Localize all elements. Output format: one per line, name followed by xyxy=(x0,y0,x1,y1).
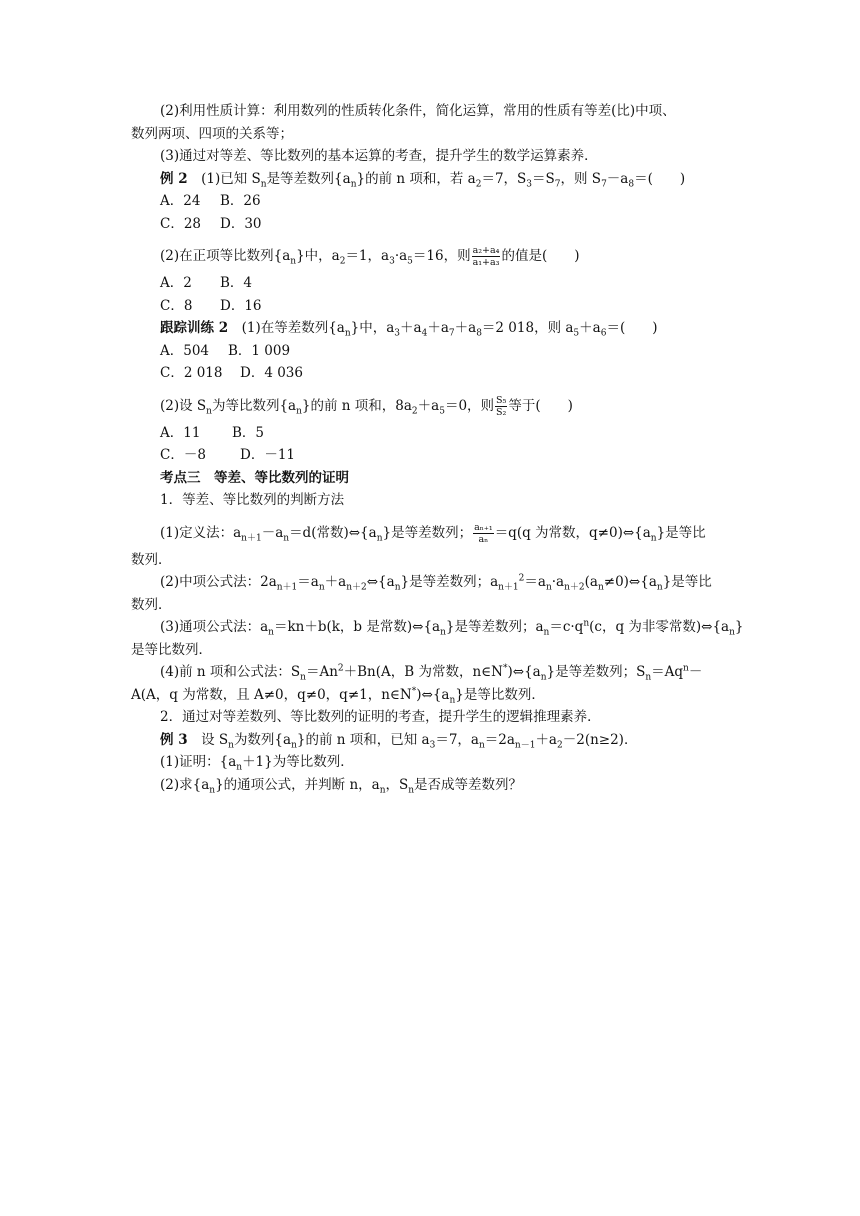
text: }是等差数列； xyxy=(382,524,473,541)
text: (1)定义法：a xyxy=(160,524,242,541)
option-a: A．24 xyxy=(160,193,201,209)
subscript: n＋2 xyxy=(564,582,585,593)
text: ＋Bn(A，B 为常数，n∈N xyxy=(343,664,503,680)
text: }是等差数列；S xyxy=(546,664,646,680)
subscript: 4 xyxy=(421,328,428,339)
options-cd xyxy=(131,362,731,385)
general-term-method xyxy=(131,616,744,639)
option-a: A．11 xyxy=(160,424,201,441)
text: ⇔{a xyxy=(366,574,395,590)
text: 为等比数列{a xyxy=(211,397,297,414)
subscript: 5 xyxy=(407,256,413,267)
subscript: 2 xyxy=(411,406,418,417)
options-ab xyxy=(131,422,731,445)
denominator: S₂ xyxy=(496,406,507,418)
text: ＋a xyxy=(324,574,347,590)
text: (2)中项公式法：2a xyxy=(160,574,277,590)
sum-formula-method-cont xyxy=(131,684,731,707)
text: }的前 n 项和，已知 a xyxy=(296,731,430,748)
option-c: C．28 xyxy=(160,215,202,232)
denominator: aₙ xyxy=(478,533,489,545)
subscript: n xyxy=(260,179,267,190)
option-d: D．4 036 xyxy=(240,365,303,381)
subscript: n xyxy=(291,740,297,751)
text: ＝2 018，则 a xyxy=(481,320,574,336)
text: ＋a xyxy=(400,320,422,336)
training-label: 跟踪训练 2 xyxy=(160,320,229,336)
example-3-part-2 xyxy=(131,774,731,797)
example-2-question-2 xyxy=(131,245,731,268)
text: ＝1，a xyxy=(345,248,390,264)
text: ≠0)⇔{a xyxy=(603,574,657,590)
text: ＝2a xyxy=(484,731,515,748)
general-term-method-cont: 是等比数列． xyxy=(131,641,212,658)
text: ＝c·q xyxy=(549,619,584,635)
text: (1)在等差数列{a xyxy=(241,320,345,336)
options-cd xyxy=(131,444,731,467)
text: 等于( ) xyxy=(508,397,573,414)
text: ＝kn＋b(k，b 是常数)⇔{a xyxy=(273,619,441,635)
superscript: n xyxy=(683,663,689,674)
option-c: C．－8 xyxy=(160,447,206,463)
text: 设 S xyxy=(201,731,229,748)
denominator: a₁+a₃ xyxy=(472,257,500,268)
text: ＝( ) xyxy=(634,170,686,187)
fraction xyxy=(495,395,507,418)
text: (a xyxy=(584,574,598,590)
text: }是等比 xyxy=(656,524,706,541)
definition-method xyxy=(131,522,731,545)
example-label: 例 2 xyxy=(160,170,188,187)
text: ＝a xyxy=(297,574,319,590)
text: )⇔{a xyxy=(507,664,541,680)
text: － xyxy=(688,664,703,680)
text: (2)在正项等比数列{a xyxy=(160,248,291,264)
options-ab xyxy=(131,272,731,295)
option-d: D．30 xyxy=(220,215,262,232)
subscript: n xyxy=(478,740,485,751)
text: 为数列{a xyxy=(233,731,292,748)
text: ·a xyxy=(394,248,408,264)
superscript: 2 xyxy=(518,573,525,584)
text: ＝7，S xyxy=(481,170,527,187)
subscript: 5 xyxy=(439,406,445,417)
subscript: n xyxy=(350,179,357,190)
options-ab xyxy=(131,340,731,363)
subscript: n xyxy=(729,627,735,638)
subscript: n xyxy=(318,582,325,593)
subscript: n xyxy=(296,406,302,417)
text: }的通项公式，并判断 n，a xyxy=(215,776,380,793)
subscript: n xyxy=(206,406,212,417)
subscript: 7 xyxy=(601,179,607,190)
subscript: n xyxy=(283,533,290,544)
text: (c，q 为非零常数)⇔{a xyxy=(589,619,730,635)
subscript: 3 xyxy=(389,256,395,267)
subscript: n xyxy=(300,672,306,683)
text: A(A，q 为常数，且 A≠0，q≠0，q≠1，n∈N xyxy=(131,686,412,703)
text: (3)通项公式法：a xyxy=(160,619,269,635)
text: }是等比数列． xyxy=(455,686,545,703)
numerator: a₂+a₄ xyxy=(472,245,500,256)
text: (1)证明：{a xyxy=(160,754,237,770)
subscript: n xyxy=(344,328,351,339)
subscript: 7 xyxy=(554,179,561,190)
subscript: 2 xyxy=(475,179,482,190)
text: ＋a xyxy=(454,320,477,336)
paragraph-basic-ops xyxy=(131,145,731,168)
text: ＋a xyxy=(579,320,601,336)
text: }中，a xyxy=(296,248,340,264)
text: ＝7，a xyxy=(435,731,479,748)
option-d: D．－11 xyxy=(240,447,296,463)
example-3-part-1 xyxy=(131,751,731,774)
option-a: A．504 xyxy=(160,342,210,359)
text: }是等差数列；a xyxy=(400,574,499,590)
method-heading: 1．等差、等比数列的判断方法 xyxy=(160,492,345,508)
document-body xyxy=(131,100,744,796)
text: ＋a xyxy=(427,320,449,336)
subscript: n xyxy=(543,627,550,638)
text: ＋a xyxy=(417,397,440,414)
subscript: n xyxy=(290,256,297,267)
option-b: B．1 009 xyxy=(228,342,291,359)
text: (4)前 n 项和公式法：S xyxy=(160,664,301,680)
text: 的值是( ) xyxy=(501,248,580,264)
option-c: C．8 xyxy=(160,297,193,314)
subscript: n＋2 xyxy=(346,582,367,593)
superscript: 2 xyxy=(337,663,344,674)
options-cd xyxy=(131,295,731,318)
text: 是否成等差数列？ xyxy=(414,776,523,793)
definition-method-cont: 数列． xyxy=(131,551,172,568)
subscript: 3 xyxy=(394,328,401,339)
middle-term-method-cont: 数列． xyxy=(131,596,172,613)
text: ＝( ) xyxy=(606,320,658,336)
text: }的前 n 项和，若 a xyxy=(356,170,476,187)
option-d: D．16 xyxy=(220,297,262,314)
proof-literacy-note: 2．通过对等差数列、等比数列的证明的考查，提升学生的逻辑推理素养． xyxy=(160,709,601,725)
subscript: 6 xyxy=(600,328,607,339)
subscript: n xyxy=(408,785,415,796)
subscript: n－1 xyxy=(514,740,536,751)
subscript: n xyxy=(645,672,652,683)
text: ＋1}为等比数列． xyxy=(242,754,354,770)
text: (2)求{a xyxy=(160,776,210,793)
text: (2)设 S xyxy=(160,397,207,414)
text: ＝16，则 xyxy=(412,248,471,264)
text: ＝Aq xyxy=(651,664,684,680)
subscript: n xyxy=(209,785,216,796)
paragraph-property-calc-cont xyxy=(131,123,731,146)
numerator: S₅ xyxy=(496,394,507,406)
subscript: n xyxy=(597,582,604,593)
superscript: * xyxy=(411,686,417,696)
subscript: n＋1 xyxy=(276,582,298,593)
example-label: 例 3 xyxy=(160,731,188,748)
text: (1)已知 S xyxy=(201,170,261,187)
text: ＝q(q 为常数，q≠0)⇔{a xyxy=(494,524,651,541)
example-3 xyxy=(131,729,731,752)
text: －a xyxy=(261,524,284,541)
training-2-question-1 xyxy=(131,317,731,340)
subscript: n＋1 xyxy=(241,533,262,544)
numerator: aₙ₊₁ xyxy=(474,521,493,533)
options-ab xyxy=(131,190,731,213)
text: －a xyxy=(606,170,629,187)
subscript: n xyxy=(449,695,456,706)
text: }的前 n 项和，8a xyxy=(301,397,412,414)
option-b: B．5 xyxy=(232,424,265,441)
section-heading: 考点三 等差、等比数列的证明 xyxy=(160,469,349,486)
subscript: 3 xyxy=(429,740,436,751)
text: ＝0，则 xyxy=(444,397,495,414)
subscript: n xyxy=(236,762,243,773)
subscript: n xyxy=(228,740,234,751)
subscript: n xyxy=(656,582,663,593)
fraction xyxy=(472,245,501,268)
option-c: C．2 018 xyxy=(160,365,223,381)
subscript: 2 xyxy=(339,256,346,267)
text: ·a xyxy=(551,574,565,590)
text: ，则 S xyxy=(560,170,602,187)
superscript: * xyxy=(502,663,508,674)
subscript: n xyxy=(440,627,446,638)
text: (3)通过对等差、等比数列的基本运算的考查，提升学生的数学运算素养． xyxy=(160,148,598,164)
subscript: 8 xyxy=(628,179,635,190)
text: ＝S xyxy=(532,170,555,187)
subscript: 5 xyxy=(573,328,580,339)
subscript: n xyxy=(379,785,386,796)
text: ＝d(常数)⇔{a xyxy=(289,524,377,541)
subscript: n xyxy=(268,627,274,638)
subscript: n xyxy=(376,533,383,544)
subscript: n＋1 xyxy=(498,582,519,593)
subscript: n xyxy=(545,582,552,593)
text: ＝An xyxy=(305,664,338,680)
subscript: 3 xyxy=(526,179,533,190)
subscript: 7 xyxy=(448,328,455,339)
subscript: 2 xyxy=(557,740,563,751)
options-cd xyxy=(131,213,731,236)
text: ＝a xyxy=(524,574,546,590)
text: }是等差数列；a xyxy=(445,619,544,635)
text: 是等差数列{a xyxy=(266,170,351,187)
text: }是等比 xyxy=(662,574,712,590)
subscript: n xyxy=(394,582,401,593)
middle-term-method xyxy=(131,571,731,594)
fraction xyxy=(473,522,494,545)
subscript: 8 xyxy=(476,328,482,339)
training-2-question-2 xyxy=(131,395,731,418)
text: ，S xyxy=(385,776,409,793)
subscript: n xyxy=(650,533,657,544)
superscript: n xyxy=(583,618,590,629)
text: 数列两项、四项的关系等； xyxy=(131,125,293,142)
option-a: A．2 xyxy=(160,275,192,291)
option-b: B．4 xyxy=(220,275,253,291)
text: } xyxy=(734,619,744,635)
text: }中，a xyxy=(350,320,395,336)
text: ＋a xyxy=(535,731,557,748)
sum-formula-method xyxy=(131,661,731,684)
paragraph-property-calc xyxy=(131,100,731,123)
text: (2)利用性质计算：利用数列的性质转化条件，简化运算，常用的性质有等差(比)中项、 xyxy=(160,103,676,119)
option-b: B．26 xyxy=(220,193,261,209)
example-2-question-1 xyxy=(131,168,731,191)
text: －2(n≥2)． xyxy=(562,731,638,748)
subscript: n xyxy=(540,672,547,683)
text: )⇔{a xyxy=(416,686,450,703)
